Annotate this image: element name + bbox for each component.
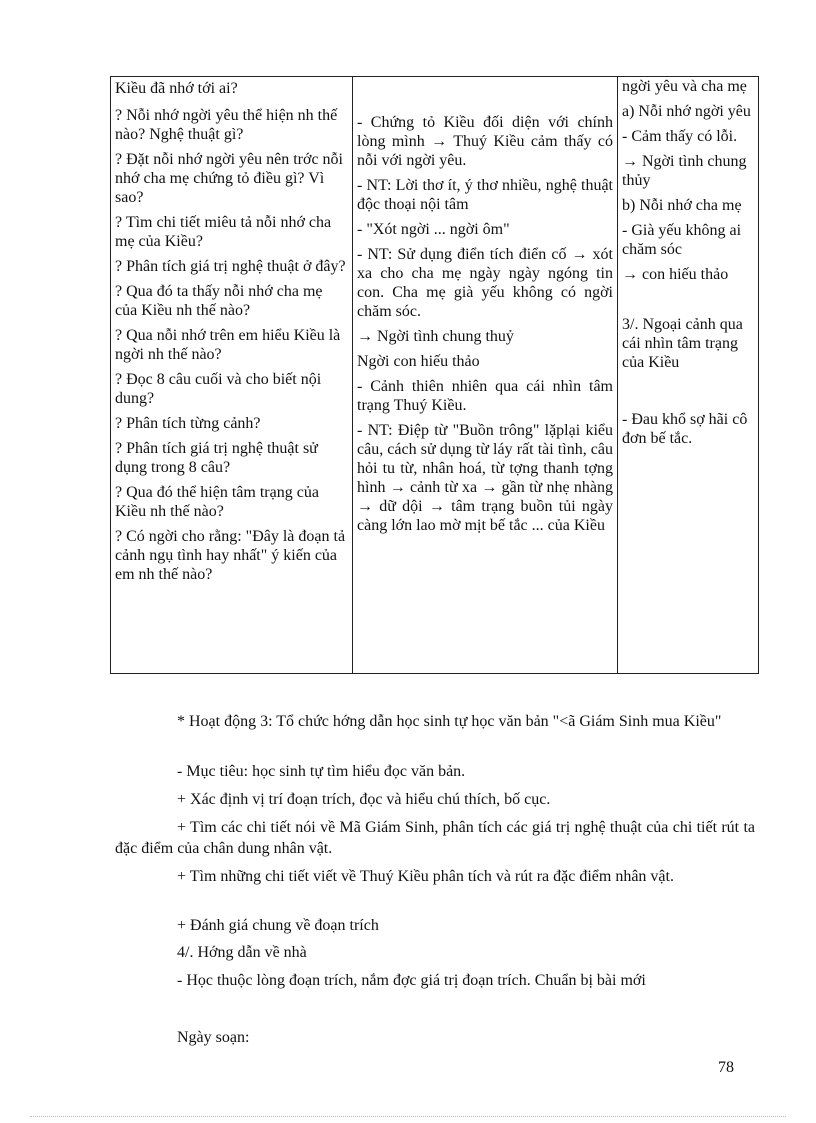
spacer bbox=[357, 77, 613, 113]
answer-item: → Ngời tình chung thuỷ bbox=[357, 328, 514, 345]
page-bottom-divider bbox=[30, 1116, 786, 1117]
answer-item: - "Xót ngời ... ngời ôm" bbox=[357, 221, 510, 238]
answer-item: - NT: Lời thơ ít, ý thơ nhiều, nghệ thuật độc thoại nội tâm bbox=[357, 177, 613, 213]
note-item: a) Nỗi nhớ ngời yêu bbox=[622, 103, 751, 120]
note-item: b) Nỗi nhớ cha mẹ bbox=[622, 197, 742, 214]
answer-item: - Chứng tỏ Kiều đối diện với chính lòng mình → Thuý Kiều cảm thấy có nỗi với ngời yêu. bbox=[357, 114, 613, 169]
homework-line: - Học thuộc lòng đoạn trích, nắm đợc giá trị đoạn trích. Chuẩn bị bài mới bbox=[177, 972, 646, 989]
question-item: ? Có ngời cho rằng: "Đây là đoạn tả cảnh ngụ tình hay nhất" ý kiến của em nh thế nào? bbox=[115, 528, 346, 583]
question-item: Kiều đã nhớ tới ai? bbox=[115, 80, 238, 97]
answer-item: Ngời con hiếu thảo bbox=[357, 353, 480, 370]
question-item: ? Đọc 8 câu cuối và cho biết nội dung? bbox=[115, 371, 322, 407]
question-item: ? Nỗi nhớ ngời yêu thể hiện nh thế nào? Nghệ thuật gì? bbox=[115, 107, 338, 143]
question-item: ? Phân tích giá trị nghệ thuật sử dụng trong 8 câu? bbox=[115, 440, 318, 476]
lesson-table bbox=[110, 76, 759, 674]
task-line: + Tìm những chi tiết viết về Thuý Kiều phân tích và rút ra đặc điểm nhân vật. bbox=[177, 868, 674, 885]
answer-item: - NT: Điệp từ "Buồn trông" lặplại kiểu câu, cách sử dụng từ láy rất tài tình, câu hỏi tu từ, nhân hoá, từ tợng thanh tợng hình → cảnh từ xa → gần từ nhẹ nhàng → dữ dội → tâm trạng buồn tủi ngày càng lớn lao mờ mịt bế tắc ... của Kiều bbox=[357, 422, 613, 534]
question-item: ? Đặt nỗi nhớ ngời yêu nên trớc nỗi nhớ cha mẹ chứng tỏ điều gì? Vì sao? bbox=[115, 151, 343, 206]
questions-column bbox=[111, 77, 353, 674]
answer-item: - NT: Sử dụng điển tích điển cố → xót xa cho cha mẹ ngày ngày ngóng tin con. Cha mẹ già yếu không có ngời chăm sóc. bbox=[357, 246, 613, 320]
task-line: + Đánh giá chung về đoạn trích bbox=[177, 917, 379, 934]
answers-column bbox=[353, 77, 618, 674]
note-item: - Đau khổ sợ hãi cô đơn bế tắc. bbox=[622, 411, 748, 447]
date-line: Ngày soạn: bbox=[177, 1029, 250, 1046]
page-number: 78 bbox=[718, 1059, 734, 1076]
activity-heading: * Hoạt động 3: Tổ chức hớng dẫn học sinh tự học văn bản "<ã Giám Sinh mua Kiều" bbox=[177, 713, 722, 730]
spacer bbox=[622, 378, 754, 410]
question-item: ? Qua đó ta thấy nỗi nhớ cha mẹ của Kiều nh thế nào? bbox=[115, 283, 323, 319]
section-heading: 4/. Hớng dẫn về nhà bbox=[177, 944, 307, 961]
note-item: - Già yếu không ai chăm sóc bbox=[622, 222, 742, 258]
question-item: ? Tìm chi tiết miêu tả nỗi nhớ cha mẹ của Kiều? bbox=[115, 214, 332, 250]
question-item: ? Qua nỗi nhớ trên em hiểu Kiều là ngời nh thế nào? bbox=[115, 327, 341, 363]
note-item: ngời yêu và cha mẹ bbox=[622, 78, 747, 95]
note-item: 3/. Ngoại cảnh qua cái nhìn tâm trạng của Kiều bbox=[622, 316, 743, 371]
question-item: ? Phân tích giá trị nghệ thuật ở đây? bbox=[115, 258, 346, 275]
answer-item: - Cảnh thiên nhiên qua cái nhìn tâm trạng Thuý Kiều. bbox=[357, 378, 613, 414]
spacer bbox=[622, 290, 754, 315]
objective-line: - Mục tiêu: học sinh tự tìm hiểu đọc văn bản. bbox=[177, 763, 466, 780]
note-item: → Ngời tình chung thủy bbox=[622, 153, 747, 189]
note-item: - Cảm thấy có lỗi. bbox=[622, 128, 738, 145]
note-item: → con hiếu thảo bbox=[622, 266, 729, 283]
question-item: ? Phân tích từng cảnh? bbox=[115, 415, 261, 432]
question-item: ? Qua đó thể hiện tâm trạng của Kiều nh thế nào? bbox=[115, 484, 319, 520]
task-line: + Xác định vị trí đoạn trích, đọc và hiểu chú thích, bố cục. bbox=[177, 791, 551, 808]
notes-column bbox=[618, 77, 759, 674]
task-line: + Tìm các chi tiết nói về Mã Giám Sinh, phân tích các giá trị nghệ thuật của chi tiết rút ta đặc điểm của chân dung nhân vật. bbox=[115, 819, 755, 857]
